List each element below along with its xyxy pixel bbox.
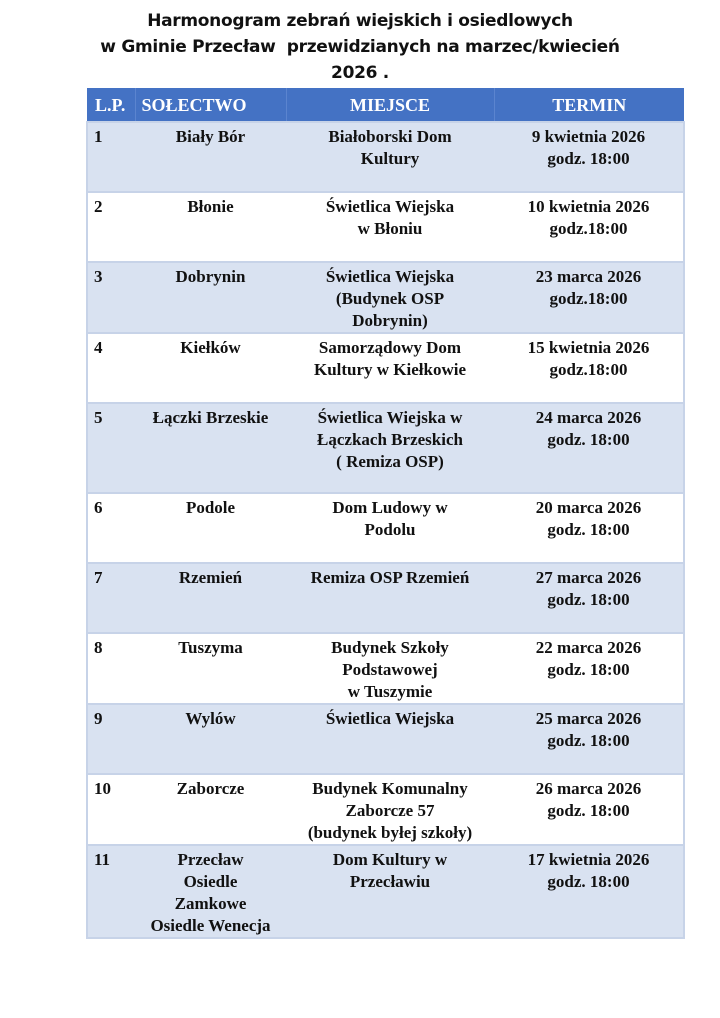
- title-line-3: 2026 .: [331, 63, 389, 83]
- table-row: [87, 563, 684, 633]
- cell-termin: 17 kwietnia 2026 godz. 18:00: [494, 845, 684, 938]
- cell-termin: 26 marca 2026 godz. 18:00: [494, 774, 684, 845]
- cell-termin: 20 marca 2026 godz. 18:00: [494, 493, 684, 563]
- cell-miejsce: Dom Ludowy w Podolu: [286, 493, 494, 563]
- cell-lp: 1: [87, 122, 135, 192]
- cell-solectwo: Rzemień: [135, 563, 286, 633]
- cell-termin: 10 kwietnia 2026 godz.18:00: [494, 192, 684, 262]
- cell-termin: 15 kwietnia 2026 godz.18:00: [494, 333, 684, 403]
- table-row: [87, 262, 684, 333]
- title-line-2: w Gminie Przecław przewidzianych na marzec/kwiecień: [100, 37, 620, 57]
- cell-termin: 22 marca 2026 godz. 18:00: [494, 633, 684, 704]
- cell-termin: 9 kwietnia 2026 godz. 18:00: [494, 122, 684, 192]
- header-lp: L.P.: [87, 88, 135, 122]
- cell-solectwo: Zaborcze: [135, 774, 286, 845]
- cell-lp: 2: [87, 192, 135, 262]
- cell-miejsce: Świetlica Wiejska w Łączkach Brzeskich ( Remiza OSP): [286, 403, 494, 493]
- cell-lp: 4: [87, 333, 135, 403]
- table-row: [87, 774, 684, 845]
- schedule-table: [86, 88, 685, 939]
- cell-miejsce: Samorządowy Dom Kultury w Kiełkowie: [286, 333, 494, 403]
- cell-miejsce: Świetlica Wiejska (Budynek OSP Dobrynin): [286, 262, 494, 333]
- cell-miejsce: Remiza OSP Rzemień: [286, 563, 494, 633]
- table-row: [87, 192, 684, 262]
- table-row: [87, 845, 684, 938]
- cell-solectwo: Łączki Brzeskie: [135, 403, 286, 493]
- cell-termin: 27 marca 2026 godz. 18:00: [494, 563, 684, 633]
- cell-miejsce: Świetlica Wiejska w Błoniu: [286, 192, 494, 262]
- cell-lp: 5: [87, 403, 135, 493]
- table-row: [87, 403, 684, 493]
- table-row: [87, 493, 684, 563]
- cell-solectwo: Tuszyma: [135, 633, 286, 704]
- cell-solectwo: Biały Bór: [135, 122, 286, 192]
- cell-termin: 24 marca 2026 godz. 18:00: [494, 403, 684, 493]
- cell-miejsce: Budynek Komunalny Zaborcze 57 (budynek byłej szkoły): [286, 774, 494, 845]
- table-row: [87, 633, 684, 704]
- cell-solectwo: Kiełków: [135, 333, 286, 403]
- table-row: [87, 333, 684, 403]
- cell-lp: 9: [87, 704, 135, 774]
- table-row: [87, 122, 684, 192]
- cell-miejsce: Dom Kultury w Przecławiu: [286, 845, 494, 938]
- table-header-row: [87, 88, 684, 122]
- cell-solectwo: Błonie: [135, 192, 286, 262]
- cell-solectwo: Dobrynin: [135, 262, 286, 333]
- title-line-1: Harmonogram zebrań wiejskich i osiedlowych: [147, 11, 573, 31]
- cell-termin: 25 marca 2026 godz. 18:00: [494, 704, 684, 774]
- document-title: [0, 8, 720, 86]
- cell-solectwo: Przecław Osiedle Zamkowe Osiedle Wenecja: [135, 845, 286, 938]
- cell-miejsce: Białoborski Dom Kultury: [286, 122, 494, 192]
- cell-solectwo: Podole: [135, 493, 286, 563]
- header-termin: TERMIN: [494, 88, 684, 122]
- cell-termin: 23 marca 2026 godz.18:00: [494, 262, 684, 333]
- cell-miejsce: Świetlica Wiejska: [286, 704, 494, 774]
- cell-lp: 10: [87, 774, 135, 845]
- header-miejsce: MIEJSCE: [286, 88, 494, 122]
- header-solectwo: SOŁECTWO: [135, 88, 286, 122]
- cell-solectwo: Wylów: [135, 704, 286, 774]
- cell-lp: 11: [87, 845, 135, 938]
- table-row: [87, 704, 684, 774]
- cell-lp: 6: [87, 493, 135, 563]
- cell-lp: 7: [87, 563, 135, 633]
- cell-lp: 3: [87, 262, 135, 333]
- cell-miejsce: Budynek Szkoły Podstawowej w Tuszymie: [286, 633, 494, 704]
- cell-lp: 8: [87, 633, 135, 704]
